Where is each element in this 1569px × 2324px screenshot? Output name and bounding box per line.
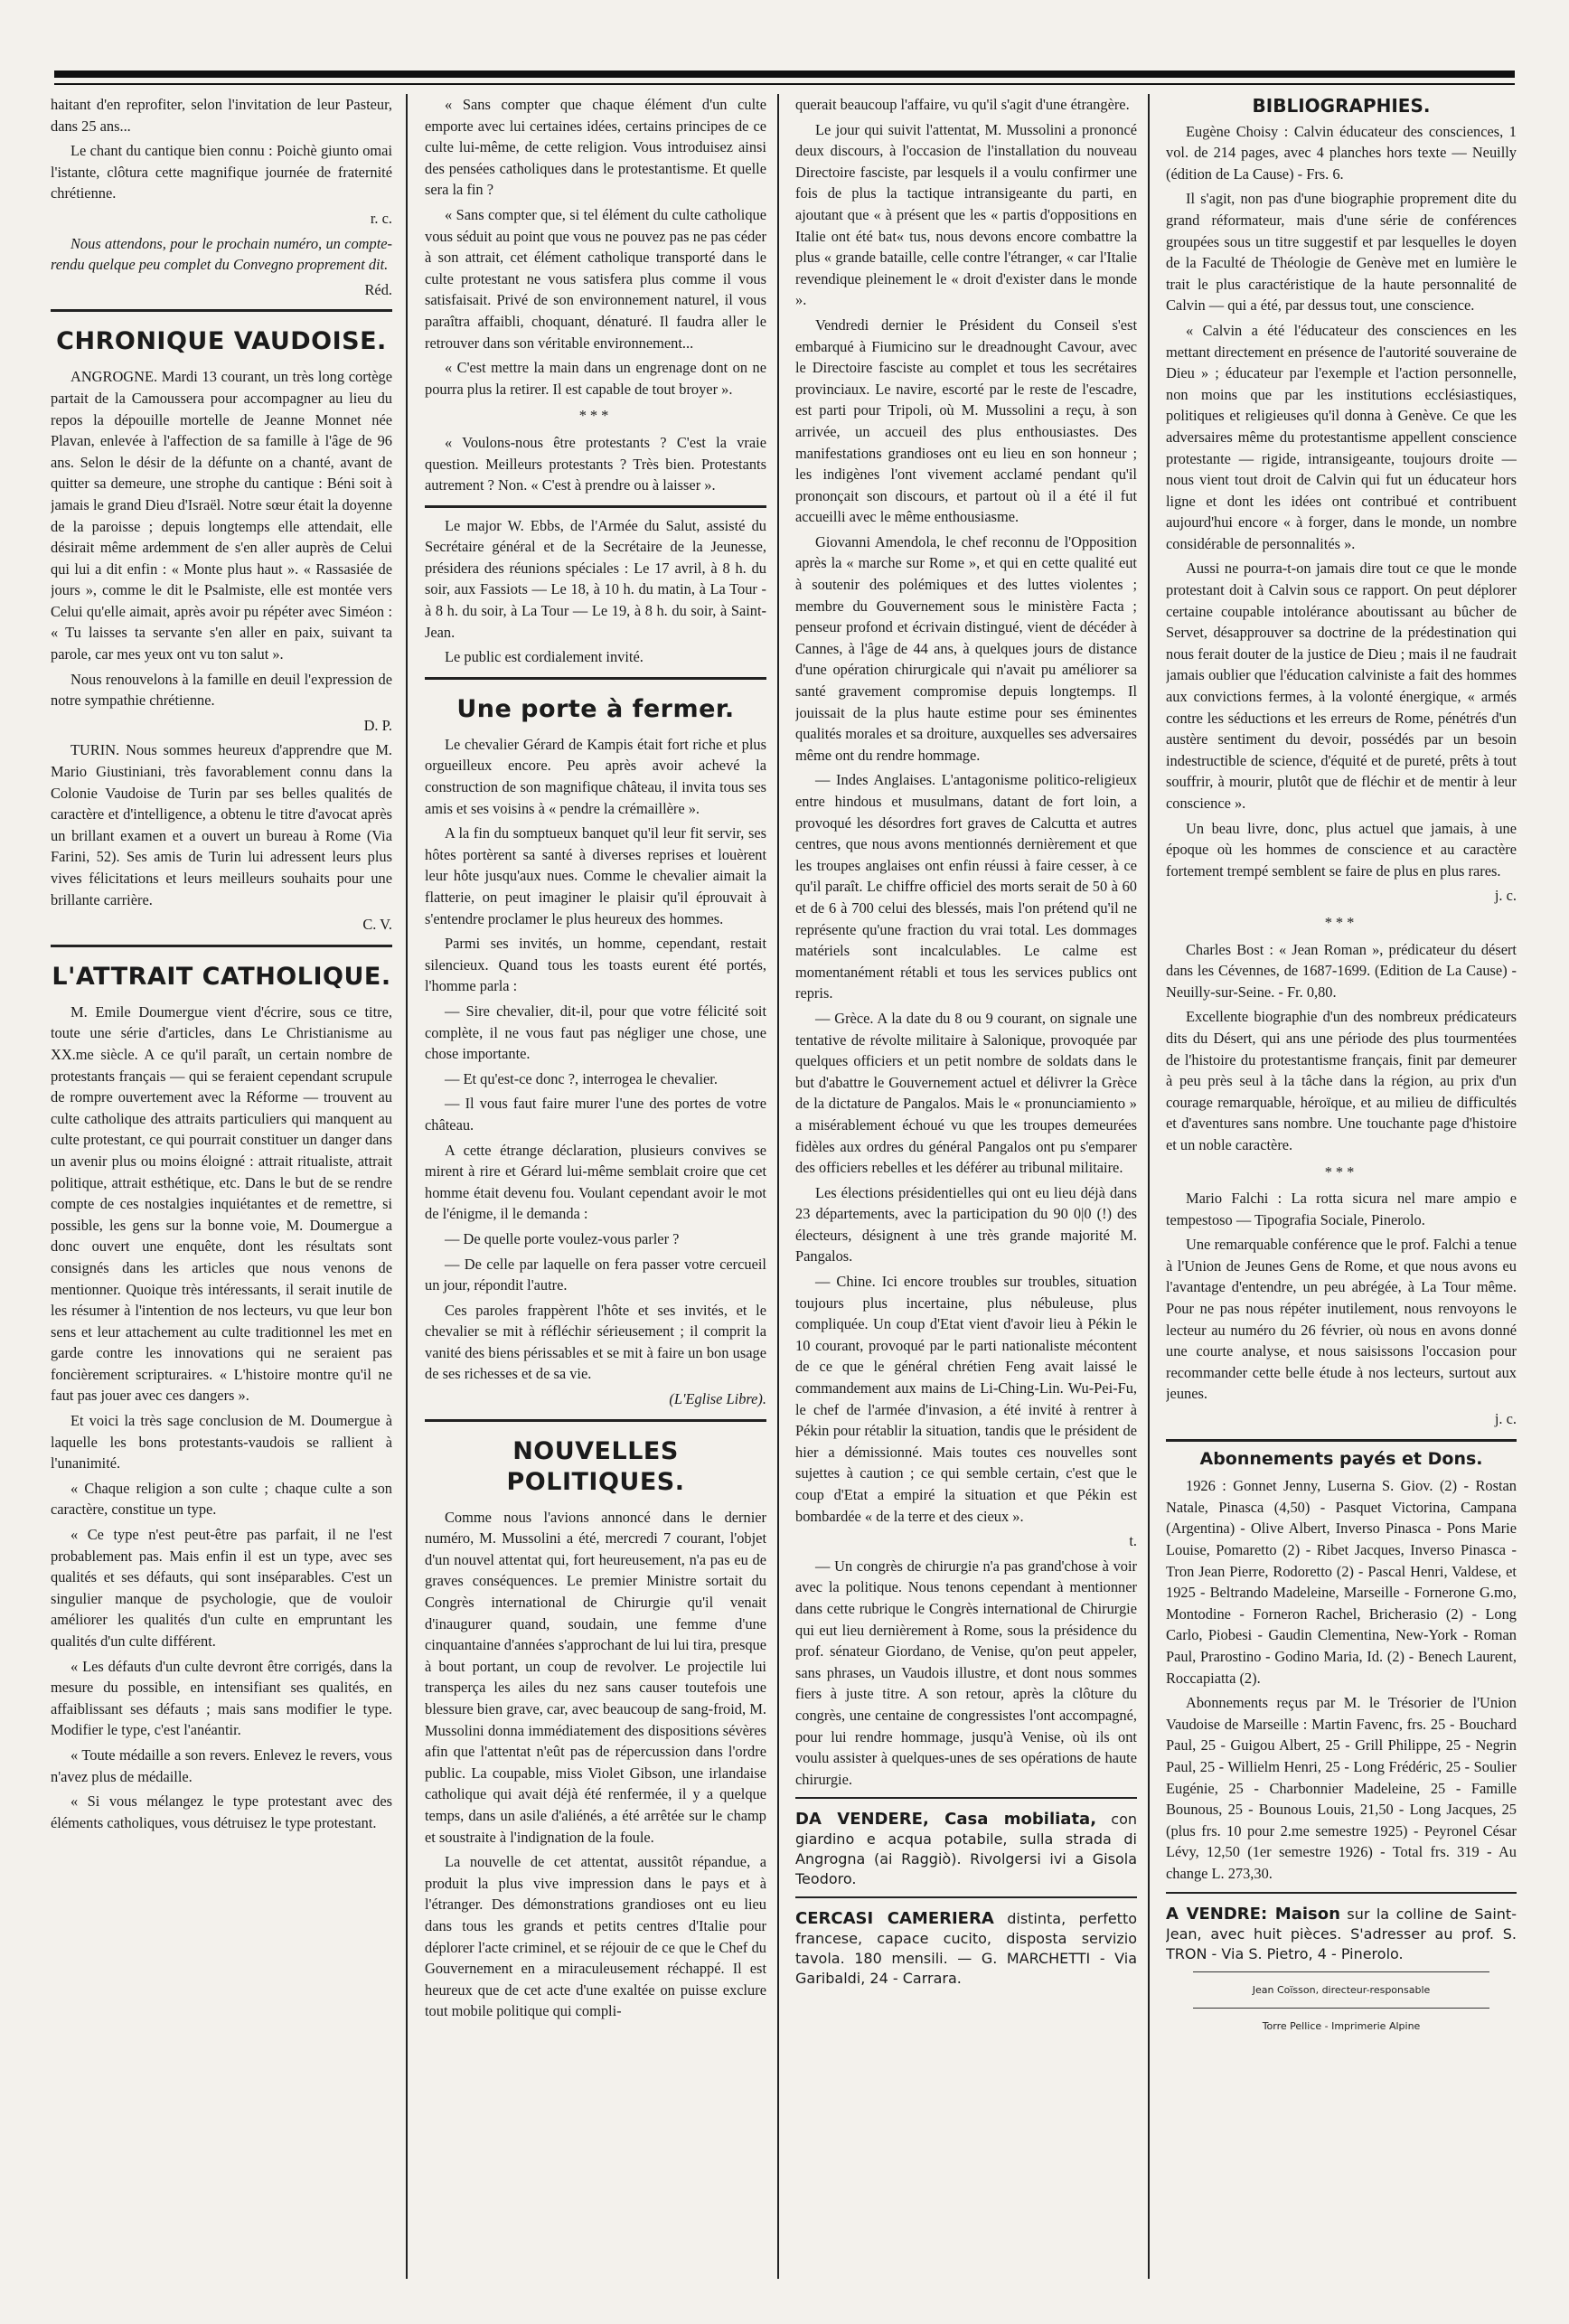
column-1 (51, 94, 392, 2270)
paragraph: Le chant du cantique bien connu : Poichè giunto omai l'istante, clôtura cette magnifique journée de fraternité chrétienne. (51, 142, 392, 202)
ad-heading: CERCASI CAMERIERA (795, 1909, 994, 1929)
paragraph: — Un congrès de chirurgie n'a pas grand'chose à voir avec la politique. Nous tenons cependant à mentionner dans cette rubrique le Congrès international de Chirurgie qui eut lieu dernièrement à Rome, sous la présidence du prof. sénateur Giordano, de Venise, qu'on peut appeler, sans phrases, un Vaudois illustre, et dont nous sommes fiers à juste titre. A son retour, après la clôture du congrès, une centaine de congressistes l'ont accompagné, pour lui rendre hommage, jusqu'à Venise, où ils ont voulu assister à quelques-unes de ses opérations de haute chirurgie. (795, 1557, 1137, 1788)
column-3 (795, 94, 1137, 2270)
paragraph: Il s'agit, non pas d'une biographie proprement dite du grand réformateur, mais d'une série de conférences groupées sous un titre suggestif et par lesquelles le doyen de la Faculté de Théologie de Genève met en lumière le trait le plus caractéristique de la haute personnalité de Calvin — qui a été, par dessus tout, une conscience. (1166, 190, 1517, 315)
classified-ad (795, 1896, 1137, 1989)
paragraph: Le chevalier Gérard de Kampis était fort riche et plus orgueilleux encore. Peu après avoir achevé la construction de son magnifique château, il invita tous ses amis et ses voisins à « pendre la crémaillère ». (425, 735, 766, 817)
paragraph: Nous attendons, pour le prochain numéro, un compte-rendu quelque peu complet du Convegno proprement dit. (51, 234, 392, 274)
paragraph: Aussi ne pourra-t-on jamais dire tout ce que le monde protestant doit à Calvin sous ce rapport. On peut déplorer certaine coupable intolérance aboutissant au bûcher de Servet, désapprouver sa doctrine de la prédestination qui nous ferait douter de la justice de Dieu ; mais il ne faudrait jamais oublier que l'éducation calviniste a fait des hommes aux convictions fermes, à la volonté énergique, « armés contre les séductions et les erreurs de Rome, pénétrés d'un austère sentiment du devoir, possédés par un besoin indestructible de science, d'équité et de pureté, prêts à tout souffrir, à mourir, plutôt que de fléchir et de mentir à leur conscience ». (1166, 560, 1517, 812)
column-rule (406, 94, 408, 2279)
column-rule (777, 94, 779, 2279)
signature: j. c. (1494, 887, 1517, 905)
ad-heading: DA VENDERE, Casa mobiliata, (795, 1810, 1097, 1830)
signature: r. c. (370, 209, 392, 227)
section-heading-chronique: CHRONIQUE VAUDOISE. (56, 327, 387, 356)
paragraph: — Grèce. A la date du 8 ou 9 courant, on signale une tentative de révolte militaire à Salonique, provoquée par quelques officiers et un petit nombre de soldats dans le but d'abattre le Gouvernement actuel et délivrer la Grèce de la dictature de Pangalos. Mais le « pronunciamiento » a misérablement échoué vu que les troupes demeurées fidèles aux ordres du général Pangalos ont pu s'emparer des officiers rebelles et les déférer au tribunal militaire. (795, 1009, 1137, 1177)
paragraph: — Indes Anglaises. L'antagonisme politico-religieux entre hindous et musulmans, datant de fort loin, a provoqué les désordres fort graves de Calcutta et autres centres, que nous avons mentionnés dernièrement et que les troupes anglaises ont enfin réussi à faire cesser, à ce qu'il paraît. Le chiffre officiel des morts serait de 50 à 60 et de 6 à 700 celui des blessés, mais l'on prétend qu'il ne représente qu'une fraction du vrai total. Les dommages matériels sont incalculables. Le calme est momentanément rétabli et tous les services publics ont repris. (795, 771, 1137, 1002)
paragraph: — Sire chevalier, dit-il, pour que votre félicité soit complète, il ne vous faut pas négliger une chose, une chose importante. (425, 1002, 766, 1063)
paragraph: 1926 : Gonnet Jenny, Luserna S. Giov. (2) - Rostan Natale, Pinasca (4,50) - Pasquet Victorina, Campana (Argentina) - Olive Albert, Inverso Pinasca - Pons Marie Louise, Pomaretto (2) - Ribet Jacques, Inverso Pinasca - Tron Jean Pierre, Rodoretto (2) - Pascal Henri, Valdese, et 1925 - Beltrando Madeleine, Marseille - Forneronе G.mo, Montodine - Forneron Rachel, Bricherasio (2) - Long Carlo, Piobesi - Gaudin Clementina, New-York - Roman Paul, Prarostino - Godino Maria, Id. (2) - Benech Laurent, Roccapiatta (2). (1166, 1477, 1517, 1687)
section-rule (425, 677, 766, 680)
paragraph: Ces paroles frappèrent l'hôte et ses invités, et le chevalier se mit à réfléchir sérieusement ; il comprit la vanité des biens périssables et se mit à faire un bon usage de ses richesses et de sa vie. (425, 1301, 766, 1383)
column-rule (1148, 94, 1150, 2279)
separator-stars: *** (1324, 913, 1358, 931)
paragraph: Et voici la très sage conclusion de M. Doumergue à laquelle les bons protestants-vaudois se rallient à l'unanimité. (51, 1412, 392, 1472)
paragraph: Comme nous l'avions annoncé dans le dernier numéro, M. Mussolini a été, mercredi 7 courant, l'objet d'un nouvel attentat qui, fort heureusement, n'a pas eu de graves conséquences. Le premier Ministre sortait du Congrès international de Chirurgie qu'il venait d'inaugurer quand, soudain, une femme d'une cinquantaine d'années s'approchant de lui lui tira, presque à bout portant, un coup de revolver. Le projectile lui transperça les ailes du nez sans causer toutefois une blessure bien grave, car, avec beaucoup de sang-froid, M. Mussolini donna immédiatement des dispositions sévères afin que l'attentat n'eût pas de répercussion dans l'ordre public. La coupable, miss Violet Gibson, une irlandaise catholique qui avait déjà été renfermée, il y a quelque temps, dans un asile d'aliénés, a été arrêtée sur le champ et soustraite à l'indignation de la foule. (425, 1508, 766, 1846)
paragraph: haitant d'en reprofiter, selon l'invitation de leur Pasteur, dans 25 ans... (51, 96, 392, 135)
signature: D. P. (363, 716, 392, 734)
ad-body: distinta, perfetto francese, capace cucito, disposta servizio tavola. 180 mensili. — G. MARCHETTI - Via Garibaldi, 24 - Carrara. (795, 1910, 1137, 1988)
signature: Réd. (364, 280, 392, 298)
paragraph: « Si vous mélangez le type protestant avec des éléments catholiques, vous détruisez le type protestant. (51, 1792, 392, 1831)
section-rule (51, 309, 392, 312)
section-heading-attrait: L'ATTRAIT CATHOLIQUE. (52, 962, 391, 991)
signature: j. c. (1494, 1410, 1517, 1428)
paragraph: Le public est cordialement invité. (445, 648, 644, 666)
paragraph: Charles Bost : « Jean Roman », prédicateur du désert dans les Cévennes, de 1687-1699. (Edition de La Cause) - Neuilly-sur-Seine. - Fr. 0,80. (1166, 940, 1517, 1001)
paragraph: « Toute médaille a son revers. Enlevez le revers, vous n'avez plus de médaille. (51, 1745, 392, 1785)
paragraph: Vendredi dernier le Président du Conseil s'est embarqué à Fiumicino sur le dreadnought Cavour, avec le Directoire fasciste au complet et tous les secrétaires provinciaux. Le navire, escorté par le reste de l'escadre, est parti pour Tripoli, où M. Mussolini a reçu, à son arrivée, un accueil des plus enthousiastes. Des manifestations grandioses ont eu lieu en son honneur ; les indigènes l'ont vivement acclamé pendant qu'il prononçait son discours, et partout où il a été il fut accueilli avec le même enthousiasme. (795, 315, 1137, 526)
section-rule (425, 505, 766, 508)
paragraph: Giovanni Amendola, le chef reconnu de l'Opposition après la « marche sur Rome », et qui en cette qualité eut à soutenir des polémiques et des luttes violentes ; membre du Gouvernement sous le ministère Facta ; penseur profond et écrivain distingué, vient de décéder à Cannes, à l'âge de 44 ans, à quelques jours de distance d'une opération chirurgicale qui n'avait pu améliorer sa santé gravement compromise depuis longtemps. Il jouissait de la plus haute estime pour ses éminentes qualités morales et sa droiture, auxquelles ses adversaires même ont du rendre hommage. (795, 532, 1137, 764)
top-rule-thin (54, 83, 1515, 85)
separator-stars: *** (1324, 1162, 1358, 1181)
paragraph: ANGROGNE. Mardi 13 courant, un très long cortège partait de la Camoussera pour accompagner au lieu du repos la dépouille mortelle de Jeanne Monnet née Plavan, enlevée à l'affection de sa famille à l'âge de 96 ans. Selon le désir de la défunte on a chanté, avant de quitter sa demeure, une strophe du cantique : Béni soit à jamais le grand Dieu d'Israël. Notre sœur était la doyenne de la paroisse ; depuis longtemps elle attendait, elle désirait même ardemment de s'en aller auprès de Celui qui lui a dit enfin : « Monte plus haut ». « Rassasiée de jours », comme le dit le Psalmiste, elle est montée vers Celui qu'elle aimait, après avoir pu répéter avec Siméon : « Tu laisses ta servante s'en aller en paix, suivant ta parole, car mes yeux ont vu ton salut ». (51, 368, 392, 663)
paragraph: Parmi ses invités, un homme, cependant, restait silencieux. Quand tous les toasts eurent été portés, l'homme parla : (425, 935, 766, 995)
signature: (L'Eglise Libre). (669, 1390, 766, 1408)
ad-body: con giardino e acqua potabile, sulla strada di Angrogna (ai Raggiò). Rivolgersi ivi a Gisola Teodoro. (795, 1811, 1137, 1888)
paragraph: « Calvin a été l'éducateur des consciences en les mettant directement en présence de l'autorité souveraine de Dieu » ; éducateur par l'exemple et l'action personnelle, non moins que par les institutions ecclésiastiques, politiques et religieuses qu'il donna à Genève. Ce que les adversaires même du protestantisme appellent conscience protestante — rigide, intransigeante, toujours droite — nous vient tout droit de Calvin qui fut un éducateur hors ligne et dont les idées ont contribué et contribuent aujourd'hui encore « à forger, dans le monde, un nombre considérable de personnalités ». (1166, 321, 1517, 552)
paragraph: Le jour qui suivit l'attentat, M. Mussolini a prononcé deux discours, à l'occasion de l'installation du nouveau Directoire fasciste, par lesquels il a voulu confirmer une fois de plus la tactique intransigeante du parti, en ajoutant que « à présent que les « partis d'oppositions en Italie ont été bat« tus, nous devons encore combattre la plus « grande bataille, celle contre l'étranger, « car l'Italie revendique pleinement le « droit d'exister dans le monde ». (795, 120, 1137, 309)
paragraph: « Les défauts d'un culte devront être corrigés, dans la mesure du possible, en intensifiant ses qualités, en affaiblissant ses défauts ; mais sans modifier le type. Modifier le type, c'est l'anéantir. (51, 1657, 392, 1739)
paragraph: A cette étrange déclaration, plusieurs convives se mirent à rire et Gérard lui-même semblait croire que cet homme était devenu fou. Voulant cependant avoir le mot de l'énigme, il le demanda : (425, 1141, 766, 1223)
ad-text (795, 1909, 1137, 1989)
paragraph: Un beau livre, donc, plus actuel que jamais, à une époque où les hommes de conscience et au caractère fortement trempé semblent se faire de plus en plus rares. (1166, 819, 1517, 880)
paragraph: TURIN. Nous sommes heureux d'apprendre que M. Mario Giustiniani, très favorablement connu dans la Colonie Vaudoise de Turin par ses belles qualités de caractère et d'intelligence, a obtenu le titre d'avocat après un brillant examen et a ouvert un bureau à Rome (Via Farini, 52). Ses amis de Turin lui adressent leurs plus vives félicitations et leurs meilleurs souhaits pour une brillante carrière. (51, 741, 392, 908)
paragraph: « Sans compter que chaque élément d'un culte emporte avec lui certaines idées, certains principes de ce culte lui-même, de cette religion. Vous introduisez ainsi des pensées catholiques dans le protestantisme. Et quelle sera la fin ? (425, 96, 766, 199)
paragraph: — Et qu'est-ce donc ?, interrogea le chevalier. (445, 1069, 718, 1087)
separator-stars: *** (578, 407, 613, 425)
section-rule (1166, 1439, 1517, 1442)
ad-heading: A VENDRE: Maison (1166, 1904, 1340, 1924)
section-heading-abonnements: Abonnements payés et Dons. (1199, 1448, 1483, 1469)
paragraph: Le major W. Ebbs, de l'Armée du Salut, assisté du Secrétaire général et de la Secrétaire de la Jeunesse, présidera des réunions spéciales : Le 17 avril, à 8 h. du soir, aux Fassiots — Le 18, à 10 h. du matin, à La Tour - à 8 h. du soir, à La Tour — Le 19, à 8 h. du soir, à Saint-Jean. (425, 516, 766, 641)
paragraph: Abonnements reçus par M. le Trésorier de l'Union Vaudoise de Marseille : Martin Favenc, frs. 25 - Bouchard Paul, 25 - Guigou Albert, 25 - Grill Philippe, 25 - Negrin Paul, 25 - Willielm Henri, 25 - Long Frédéric, 25 - Soulier Eugénie, 25 - Charbonnier Madeleine, 25 - Famille Bounous, 25 - Bounous Louis, 21,50 - Long Jacques, 25 (plus frs. 10 pour 2.me semestre 1925) - Peyronel César Lévy, 12,50 (1er semestre 1926) - Total frs. 319 - Au change L. 273,30. (1166, 1694, 1517, 1882)
paragraph: Une remarquable conférence que le prof. Falchi a tenue à l'Union de Jeunes Gens de Rome, et que nous avons eu l'avantage d'entendre, un peu abrégée, à La Tour même. Pour ne pas nous répéter inutilement, nous renvoyons le lecteur au numéro du 26 février, où nous en avons donné une courte analyse, et nous saisissons l'occasion pour recommander cette belle étude à nos lecteurs, surtout aux jeunes. (1166, 1236, 1517, 1403)
classified-ad (1166, 1892, 1517, 1964)
paragraph: La nouvelle de cet attentat, aussitôt répandue, a produit la plus vive impression dans le pays et à l'étranger. Des démonstrations grandioses ont eu lieu dans tous les grands et petits centres d'Italie pour déplorer l'acte criminel, et se réjouir de ce que le Chef du Gouvernement en a miraculeusement réchappé. Il est heureux que de cet acte d'une exaltée on puisse exclure tout mobile politique qui compli- (425, 1853, 766, 2020)
paragraph: « C'est mettre la main dans un engrenage dont on ne pourra plus la retirer. Il est capable de tout broyer ». (425, 359, 766, 398)
paragraph: A la fin du somptueux banquet qu'il leur fit servir, ses hôtes portèrent sa santé à diverses reprises et louèrent leur hôte jusqu'aux nues. Comme le chevalier aimait la flatterie, on peut imaginer le plaisir qu'il éprouvait à s'entendre proclamer le plus heureux des hommes. (425, 824, 766, 927)
paragraph: Eugène Choisy : Calvin éducateur des consciences, 1 vol. de 214 pages, avec 4 planches hors texte — Neuilly (édition de La Cause) - Frs. 6. (1166, 122, 1517, 183)
column-2 (425, 94, 766, 2270)
section-heading-porte: Une porte à fermer. (456, 694, 735, 723)
ad-body: sur la colline de Saint-Jean, avec huit pièces. S'adresser au prof. S. TRON - Via S. Pietro, 4 - Pinerolo. (1166, 1905, 1517, 1962)
paragraph: « Sans compter que, si tel élément du culte catholique vous séduit au point que vous ne pouvez pas ne pas céder à son attrait, cet élément catholique transporté dans le culte protestant ne vous satisfera plus comme il vous satisfaisait. Privé de son environnement naturel, il vous paraîtra affaibli, choquant, dénaturé. Il faudra aller le retrouver dans son véritable environnement... (425, 205, 766, 352)
paragraph: — Il vous faut faire murer l'une des portes de votre château. (425, 1095, 766, 1134)
paragraph: Excellente biographie d'un des nombreux prédicateurs dits du Désert, qui ans une période des plus tourmentées de l'histoire du protestantisme français, finit par demeurer à peu près seul à la tâche dans la région, au prix d'un courage remarquable, héroïque, et au milieu de difficultés et d'aventures sans nombre. Une touchante page d'histoire et un noble caractère. (1166, 1008, 1517, 1153)
footer-editor: Jean Coïsson, directeur-responsable (1252, 1983, 1431, 1996)
column-4 (1166, 94, 1517, 2270)
paragraph: M. Emile Doumergue vient d'écrire, sous ce titre, toute une série d'articles, dans Le Christianisme au XX.me siècle. A ce qu'il paraît, un certain nombre de protestants français — qui se feraient cependant scrupule de rompre ouvertement avec la Réforme — trouvent au culte catholique des attraits particuliers qui manquent au culte protestant, ce qui pourrait constituer un danger dans un avenir plus ou moins éloigné : attrait ritualiste, attrait politique, attrait esthétique, etc. Dans le but de se rendre compte de ces nostalgies inquiétantes et de remettre, si possible, les gens sur la bonne voie, M. Doumergue a donc ouvert une enquête, dont les résultats sont consignés dans les articles que nous venons de mentionner. Quoique très intéressants, il serait inutile de les résumer à l'intention de nos lecteurs, vu que leur bon sens et leur attachement au culte traditionnel les met en garde contre les innovations qui ne seraient pas foncièrement scripturaires. « L'histoire montre qu'il ne faut pas jouer avec ces dangers ». (51, 1002, 392, 1405)
signature: C. V. (362, 916, 392, 934)
section-heading-bibliographies: BIBLIOGRAPHIES. (1252, 95, 1431, 117)
top-rule (54, 71, 1515, 78)
divider (1193, 2008, 1489, 2009)
ad-text (795, 1810, 1137, 1889)
paragraph: « Ce type n'est peut-être pas parfait, il ne l'est probablement pas. Mais enfin il est un type, avec ses qualités et ses défauts, qui sont inséparables. C'est un singulier manque de psychologie, que de vouloir améliorer les qualités d'un culte en empruntant les qualités d'un culte différent. (51, 1526, 392, 1650)
section-heading-nouvelles: NOUVELLES POLITIQUES. (506, 1436, 685, 1496)
paragraph: Les élections présidentielles qui ont eu lieu déjà dans 23 départements, avec la participation du 90 0|0 (!) des électeurs, désignent à une très grande majorité M. Pangalos. (795, 1183, 1137, 1265)
classified-ad (795, 1797, 1137, 1889)
paragraph: — De quelle porte voulez-vous parler ? (445, 1229, 680, 1247)
paragraph: querait beaucoup l'affaire, vu qu'il s'agit d'une étrangère. (795, 96, 1130, 113)
divider (1193, 1971, 1489, 1972)
paragraph: — Chine. Ici encore troubles sur troubles, situation toujours plus incertaine, plus nébuleuse, plus compliquée. Un coup d'Etat vient d'avoir lieu à Pékin le 10 courant, provoqué par le parti nationaliste mécontent de ce que le général chrétien Feng avait laissé le commandement aux mains de Li-Ching-Lin. Wu-Pei-Fu, le chef de l'armée d'invasion, a été invité à rentrer à Pékin pour rétablir la situation, tandis que le président de hier a démissionné. Mais toutes ces nouvelles sont sujettes à caution ; ce qui semble certain, c'est que le coup d'Etat a empiré la situation et que Pékin est bombardée « de la terre et des cieux ». (795, 1273, 1137, 1525)
footer-printer: Torre Pellice - Imprimerie Alpine (1262, 2020, 1421, 2033)
ad-text (1166, 1905, 1517, 1964)
section-rule (51, 945, 392, 947)
paragraph: Nous renouvelons à la famille en deuil l'expression de notre sympathie chrétienne. (51, 670, 392, 710)
paragraph: « Chaque religion a son culte ; chaque culte a son caractère, constitue un type. (51, 1479, 392, 1519)
paragraph: « Voulons-nous être protestants ? C'est la vraie question. Meilleurs protestants ? Très bien. Protestants autrement ? Non. « C'est à prendre ou à laisser ». (425, 433, 766, 494)
paragraph: Mario Falchi : La rotta sicura nel mare ampio e tempestoso — Tipografia Sociale, Pinerolo. (1166, 1190, 1517, 1228)
section-rule (425, 1419, 766, 1422)
signature: t. (1129, 1532, 1137, 1550)
paragraph: — De celle par laquelle on fera passer votre cercueil un jour, répondit l'autre. (425, 1255, 766, 1294)
